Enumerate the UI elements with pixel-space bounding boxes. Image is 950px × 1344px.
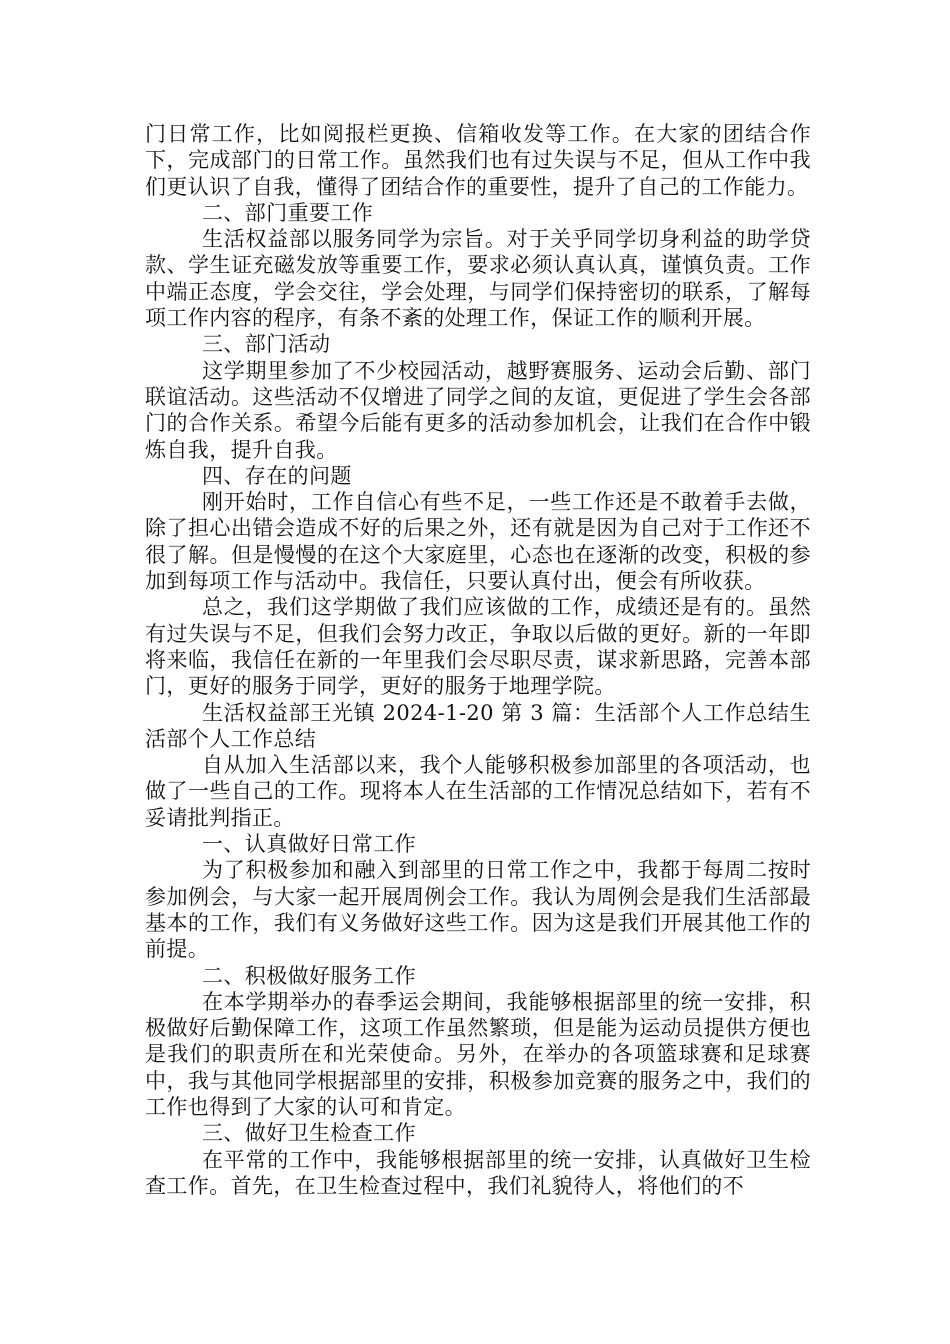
paragraph: 为了积极参加和融入到部里的日常工作之中，我都于每周二按时参加例会，与大家一起开展周例会工作。我认为周例会是我们生活部最基本的工作，我们有义务做好这些工作。因为这是我们开展其他工作的前提。	[145, 858, 811, 962]
document-body	[145, 121, 811, 1199]
section-heading-activities: 三、部门活动	[202, 332, 331, 357]
paragraph: 总之，我们这学期做了我们应该做的工作，成绩还是有的。虽然有过失误与不足，但我们会努力改正，争取以后做的更好。新的一年即将来临，我信任在新的一年里我们会尽职尽责，谋求新思路，完善本部门，更好的服务于同学，更好的服务于地理学院。	[145, 595, 811, 699]
section-heading-problems: 四、存在的问题	[202, 463, 352, 488]
section-heading-daily-work: 一、认真做好日常工作	[202, 832, 416, 857]
section-heading-hygiene-inspection: 三、做好卫生检查工作	[202, 1121, 416, 1146]
paragraph: 自从加入生活部以来，我个人能够积极参加部里的各项活动，也做了一些自己的工作。现将本人在生活部的工作情况总结如下，若有不妥请批判指正。	[145, 753, 811, 830]
paragraph: 生活权益部以服务同学为宗旨。对于关乎同学切身利益的助学贷款、学生证充磁发放等重要工作，要求必须认真认真，谨慎负责。工作中端正态度，学会交往，学会处理，与同学们保持密切的联系，了解每项工作内容的程序，有条不紊的处理工作，保证工作的顺利开展。	[145, 227, 811, 331]
section-heading-service-work: 二、积极做好服务工作	[202, 963, 416, 988]
paragraph: 在本学期举办的春季运会期间，我能够根据部里的统一安排，积极做好后勤保障工作，这项工作虽然繁琐，但是能为运动员提供方便也是我们的职责所在和光荣使命。另外，在举办的各项篮球赛和足球赛中，我与其他同学根据部里的安排，积极参加竞赛的服务之中，我们的工作也得到了大家的认可和肯定。	[145, 989, 811, 1119]
section-heading-important-work: 二、部门重要工作	[202, 200, 374, 225]
paragraph: 刚开始时，工作自信心有些不足，一些工作还是不敢着手去做，除了担心出错会造成不好的后果之外，还有就是因为自己对于工作还不很了解。但是慢慢的在这个大家庭里，心态也在逐渐的改变，积极的参加到每项工作与活动中。我信任，只要认真付出，便会有所收获。	[145, 490, 811, 594]
paragraph-continuation: 门日常工作，比如阅报栏更换、信箱收发等工作。在大家的团结合作下，完成部门的日常工作。虽然我们也有过失误与不足，但从工作中我们更认识了自我，懂得了团结合作的重要性，提升了自己的工作能力。	[145, 122, 811, 199]
signature-and-next-article-title: 生活权益部王光镇 2024-1-20 第 3 篇：生活部个人工作总结生活部个人工作总结	[145, 700, 811, 751]
paragraph: 在平常的工作中，我能够根据部里的统一安排，认真做好卫生检查工作。首先，在卫生检查过程中，我们礼貌待人，将他们的不	[145, 1147, 811, 1198]
paragraph: 这学期里参加了不少校园活动，越野赛服务、运动会后勤、部门联谊活动。这些活动不仅增进了同学之间的友谊，更促进了学生会各部门的合作关系。希望今后能有更多的活动参加机会，让我们在合作中锻炼自我，提升自我。	[145, 358, 811, 462]
